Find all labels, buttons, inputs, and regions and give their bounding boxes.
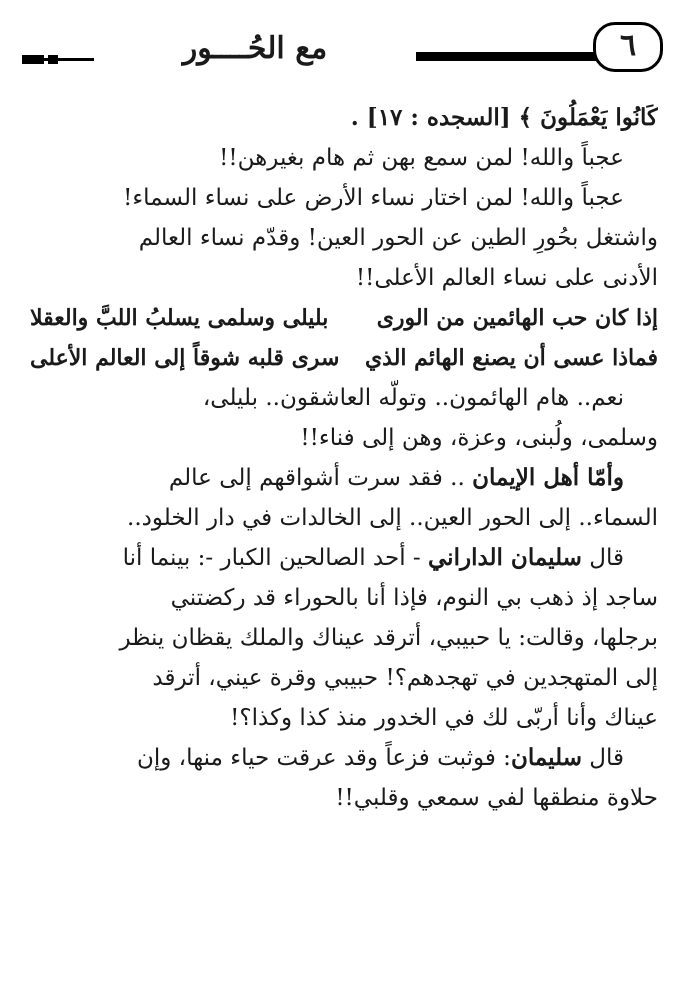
- page-header: [14, 14, 673, 74]
- verse-first-hemistich: فماذا عسى أن يصنع الهائم الذي: [364, 345, 658, 371]
- text-line: برجلها، وقالت: يا حبيبي، أترقد عيناك والملك يقظان ينظر: [119, 625, 658, 651]
- text-line: [30, 538, 658, 578]
- running-title: مع الحُــــور: [94, 32, 416, 66]
- bold-phrase: وأمّا أهل الإيمان: [472, 464, 624, 491]
- poem-verse: [30, 338, 658, 378]
- text-line: السماء.. إلى الحور العين.. إلى الخالدات في دار الخلود..: [127, 505, 658, 531]
- text-line: كَانُوا يَعْمَلُونَ ﴾ [السجده : ١٧] .: [350, 104, 658, 131]
- verse-second-hemistich: سرى قلبه شوقاً إلى العالم الأعلى: [30, 345, 340, 371]
- line-text: .. فقد سرت أشواقهم إلى عالم: [168, 465, 473, 491]
- line-text: قال: [581, 745, 624, 771]
- text-line: عجباً والله! لمن سمع بهن ثم هام بغيرهن!!: [219, 145, 624, 171]
- text-line: الأدنى على نساء العالم الأعلى!!: [355, 265, 658, 291]
- bold-name: سليمان: [510, 744, 582, 771]
- verse-first-hemistich: إذا كان حب الهائمين من الورى: [376, 305, 658, 331]
- verse-second-hemistich: بليلى وسلمى يسلبُ اللبَّ والعقلا: [30, 305, 329, 331]
- text-line: ساجد إذ ذهب بي النوم، فإذا أنا بالحوراء قد ركضتني: [170, 585, 658, 611]
- text-line: [30, 458, 658, 498]
- line-text: قال: [581, 545, 624, 571]
- header-dash: [22, 55, 44, 64]
- text-line: وسلمى، ولُبنى، وعزة، وهن إلى فناء!!: [300, 425, 658, 451]
- page-number: ٦: [593, 22, 663, 72]
- text-line: واشتغل بحُورِ الطين عن الحور العين! وقدّم نساء العالم: [138, 225, 658, 251]
- poem-verse: [30, 298, 658, 338]
- text-line: إلى المتهجدين في تهجدهم؟! حبيبي وقرة عيني، أترقد: [152, 665, 658, 691]
- bold-name: سليمان الداراني: [428, 544, 582, 571]
- text-line: [30, 738, 658, 778]
- line-text: - أحد الصالحين الكبار -: بينما أنا: [122, 545, 428, 571]
- header-dash: [48, 55, 58, 64]
- page-body: [30, 98, 658, 818]
- line-text: : فوثبت فزعاً وقد عرقت حياء منها، وإن: [136, 745, 511, 771]
- text-line: نعم.. هام الهائمون.. وتولّه العاشقون.. بليلى،: [202, 385, 624, 411]
- text-line: عجباً والله! لمن اختار نساء الأرض على نساء السماء!: [123, 185, 624, 211]
- text-line: عيناك وأنا أربّى لك في الخدور منذ كذا وكذا؟!: [230, 705, 658, 731]
- text-line: حلاوة منطقها لفي سمعي وقلبي!!: [335, 785, 658, 811]
